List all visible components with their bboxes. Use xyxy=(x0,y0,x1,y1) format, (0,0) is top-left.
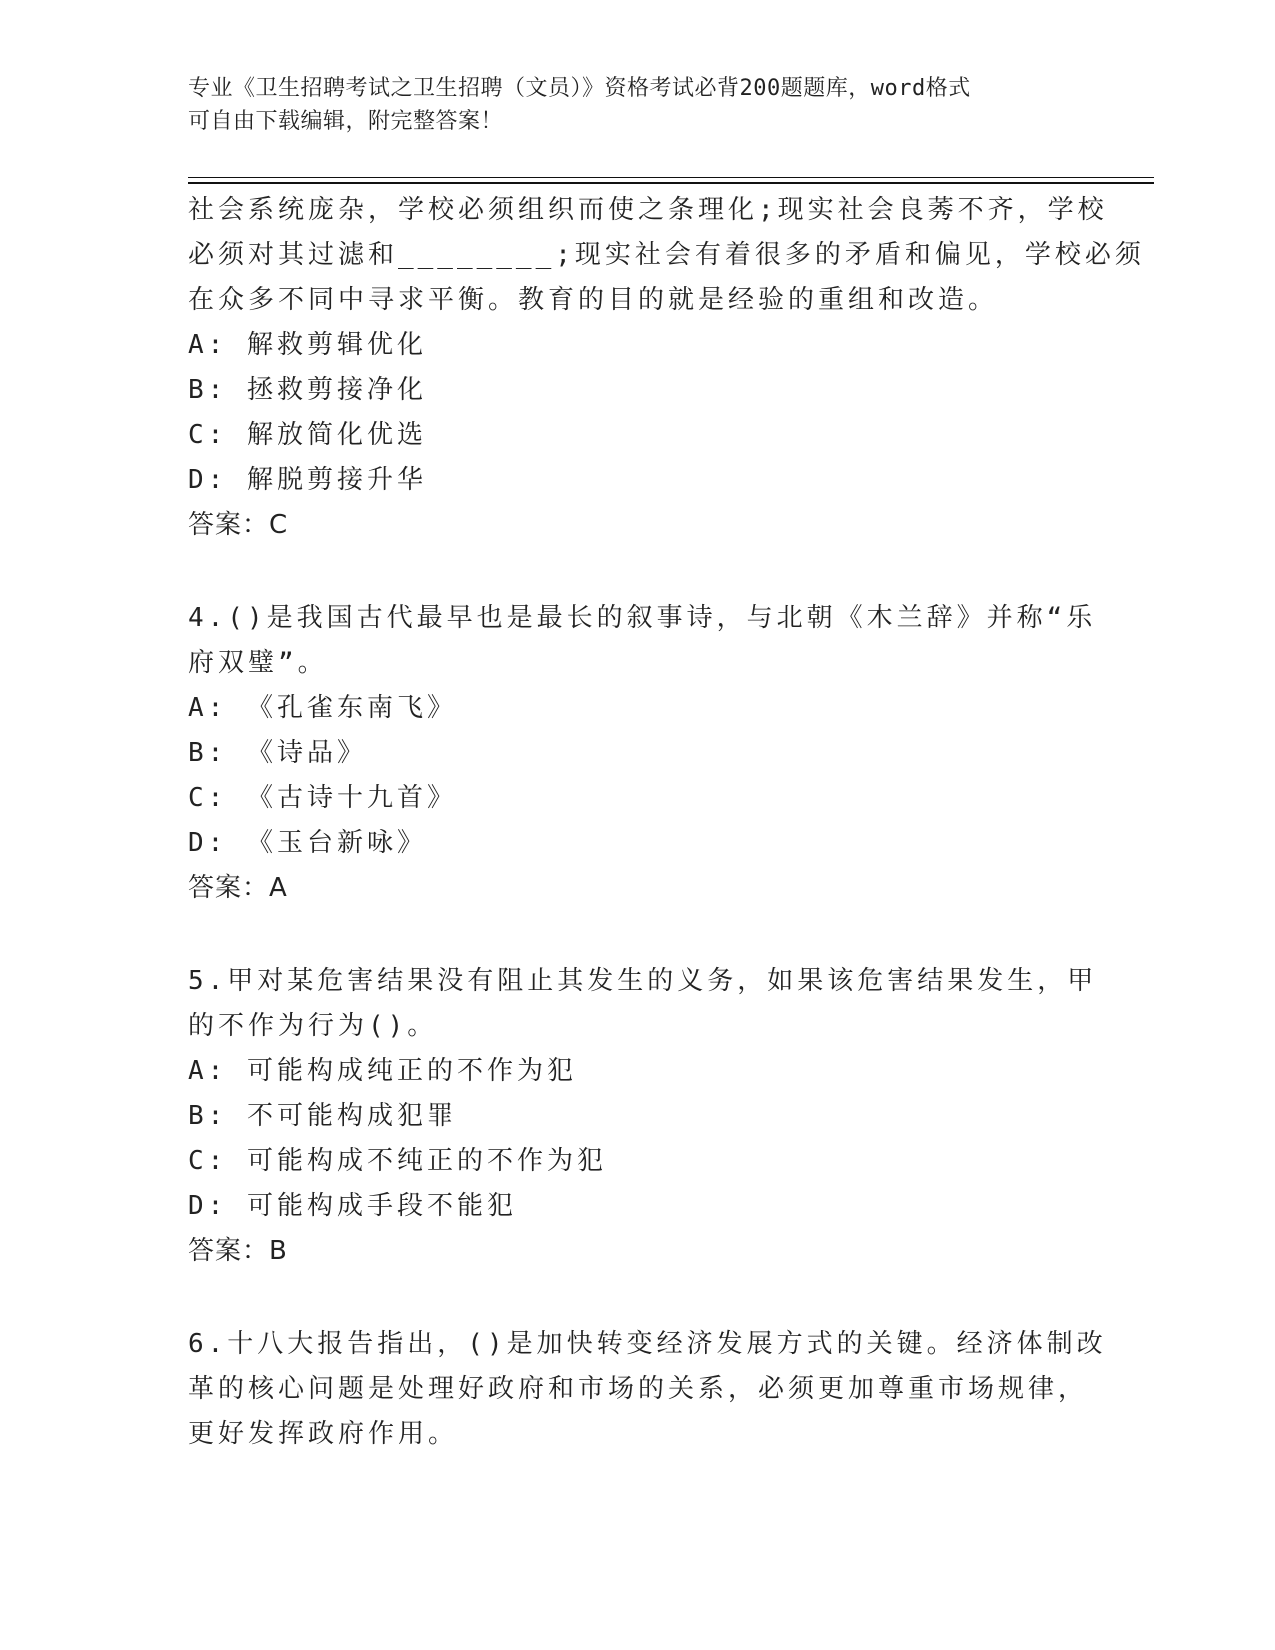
option-c: C: 解放简化优选 xyxy=(188,420,427,450)
option-a: A: 可能构成纯正的不作为犯 xyxy=(188,1056,577,1086)
question-4 xyxy=(188,596,1097,911)
answer-label: 答案：A xyxy=(188,873,288,903)
header-rule-thin xyxy=(188,177,1154,178)
header-line-1: 专业《卫生招聘考试之卫生招聘（文员）》资格考试必背200题题库，word格式 xyxy=(188,76,971,101)
answer-label: 答案：B xyxy=(188,1236,288,1266)
question-stem-line: 必须对其过滤和________;现实社会有着很多的矛盾和偏见，学校必须 xyxy=(188,240,1145,270)
document-body xyxy=(188,188,1145,1457)
question-3 xyxy=(188,188,1145,548)
option-b: B: 拯救剪接净化 xyxy=(188,375,427,405)
option-c: C: 《古诗十九首》 xyxy=(188,783,457,813)
question-6 xyxy=(188,1322,1107,1457)
option-a: A: 《孔雀东南飞》 xyxy=(188,693,457,723)
question-stem-line: 在众多不同中寻求平衡。教育的目的就是经验的重组和改造。 xyxy=(188,285,999,315)
question-stem-line: 5.甲对某危害结果没有阻止其发生的义务，如果该危害结果发生，甲 xyxy=(188,966,1098,996)
header-rule-thick xyxy=(188,182,1154,184)
option-d: D: 《玉台新咏》 xyxy=(188,828,427,858)
document-header xyxy=(188,72,1068,138)
option-c: C: 可能构成不纯正的不作为犯 xyxy=(188,1146,607,1176)
question-stem-line: 6.十八大报告指出，()是加快转变经济发展方式的关键。经济体制改 xyxy=(188,1329,1107,1359)
option-b: B: 不可能构成犯罪 xyxy=(188,1101,457,1131)
option-b: B: 《诗品》 xyxy=(188,738,367,768)
question-5 xyxy=(188,959,1098,1274)
option-d: D: 解脱剪接升华 xyxy=(188,465,427,495)
spacer xyxy=(188,548,1068,596)
option-a: A: 解救剪辑优化 xyxy=(188,330,427,360)
question-stem-line: 的不作为行为()。 xyxy=(188,1011,438,1041)
question-stem-line: 更好发挥政府作用。 xyxy=(188,1419,459,1449)
question-stem-line: 革的核心问题是处理好政府和市场的关系，必须更加尊重市场规律， xyxy=(188,1374,1089,1404)
answer-label: 答案：C xyxy=(188,510,289,540)
spacer xyxy=(188,911,1068,959)
question-stem-line: 4.()是我国古代最早也是最长的叙事诗，与北朝《木兰辞》并称“乐 xyxy=(188,603,1097,633)
option-d: D: 可能构成手段不能犯 xyxy=(188,1191,517,1221)
question-stem-line: 府双璧”。 xyxy=(188,648,328,678)
spacer xyxy=(188,1274,1068,1322)
question-stem-line: 社会系统庞杂，学校必须组织而使之条理化;现实社会良莠不齐，学校 xyxy=(188,195,1108,225)
header-line-2: 可自由下载编辑，附完整答案！ xyxy=(188,109,504,134)
